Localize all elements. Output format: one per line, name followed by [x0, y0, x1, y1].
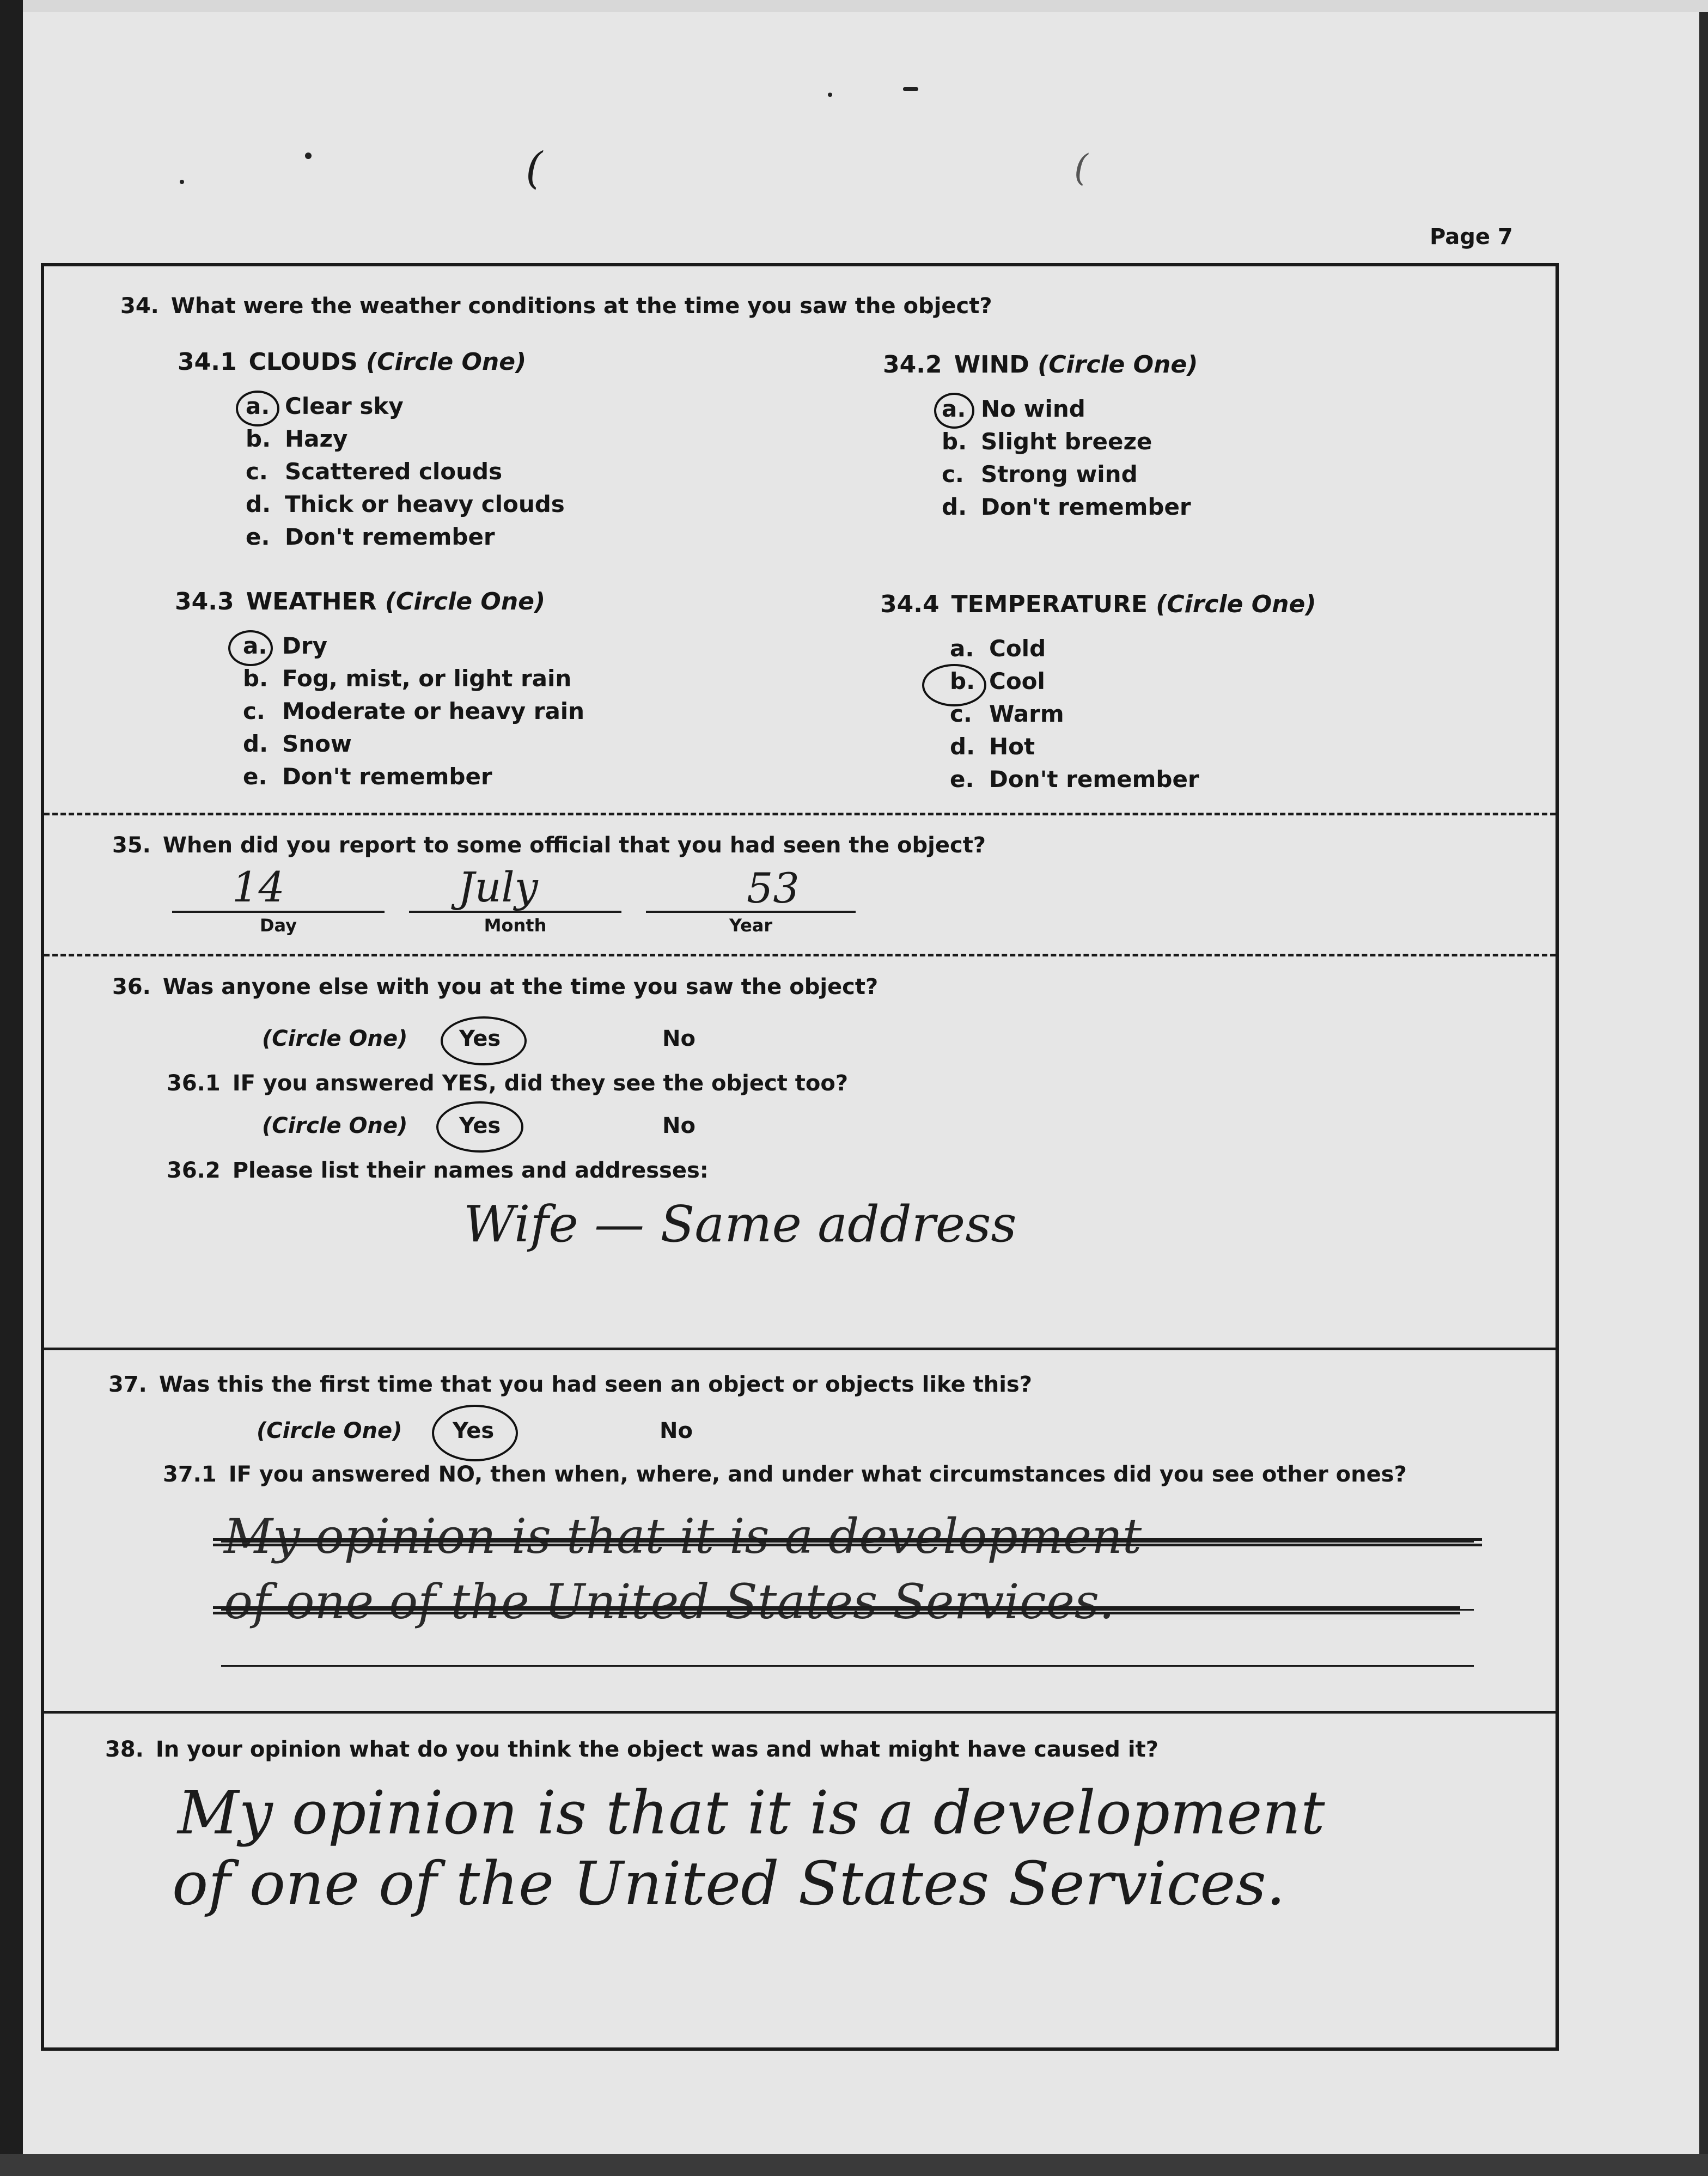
- subquestion-text: Please list their names and addresses:: [232, 1158, 709, 1183]
- circle-instruction: (Circle One): [366, 348, 527, 376]
- option-letter: c.: [942, 461, 964, 487]
- option-letter: e.: [243, 763, 267, 790]
- temperature-option-c[interactable]: [950, 700, 1064, 727]
- scan-edge-top: [0, 0, 1708, 12]
- circle-instruction: (Circle One): [262, 1026, 408, 1051]
- answer-no[interactable]: No: [662, 1026, 696, 1051]
- option-letter: a.: [942, 395, 966, 422]
- strike-through-line: [213, 1612, 1460, 1614]
- temperature-option-a[interactable]: [950, 635, 1046, 662]
- selection-circle: [236, 391, 279, 426]
- question-text: In your opinion what do you think the object was and what might have caused it?: [155, 1737, 1158, 1762]
- page-number: Page 7: [1430, 224, 1513, 249]
- weather-heading: [175, 588, 545, 615]
- subquestion-number: 34.4: [880, 590, 940, 618]
- option-letter: d.: [246, 491, 271, 517]
- option-label: Strong wind: [981, 461, 1138, 487]
- option-label: Warm: [989, 700, 1064, 727]
- answer-line: [221, 1541, 1474, 1543]
- opinion-answer-line-2[interactable]: of one of the United States Services.: [172, 1849, 1285, 1918]
- subquestion-title: WEATHER: [246, 588, 377, 615]
- option-label: Scattered clouds: [285, 458, 503, 485]
- option-label: Don't remember: [285, 523, 495, 550]
- subquestion-number: 37.1: [163, 1462, 217, 1487]
- option-label: Dry: [282, 632, 327, 659]
- option-label: Clear sky: [285, 393, 404, 419]
- question-35: [44, 814, 1555, 955]
- clouds-option-c[interactable]: [246, 458, 502, 485]
- subquestion-number: 36.2: [167, 1158, 221, 1183]
- report-month-value[interactable]: July: [458, 863, 538, 911]
- question-38-prompt: [105, 1737, 1158, 1762]
- option-label: No wind: [981, 395, 1085, 422]
- question-number: 37.: [108, 1372, 147, 1397]
- scan-edge-left: [0, 0, 23, 2176]
- question-38: [44, 1712, 1555, 2039]
- wind-option-d[interactable]: [942, 493, 1191, 520]
- option-letter: b.: [950, 668, 975, 694]
- crossed-out-answer-line-2: of one of the United States Services.: [224, 1574, 1115, 1630]
- question-34-prompt: [120, 294, 992, 319]
- circle-instruction: (Circle One): [257, 1418, 402, 1443]
- question-34: [44, 266, 1555, 811]
- answer-yes[interactable]: Yes: [453, 1418, 495, 1443]
- option-label: Hot: [989, 733, 1035, 760]
- option-letter: d.: [950, 733, 975, 760]
- selection-circle: [441, 1016, 527, 1065]
- weather-option-e[interactable]: [243, 763, 492, 790]
- option-label: Don't remember: [989, 766, 1199, 793]
- circle-instruction: (Circle One): [385, 588, 546, 615]
- subquestion-number: 34.3: [175, 588, 234, 615]
- option-letter: a.: [246, 393, 270, 419]
- clouds-heading: [178, 348, 526, 376]
- subquestion-number: 36.1: [167, 1071, 221, 1096]
- month-line: [409, 911, 621, 913]
- weather-option-d[interactable]: [243, 730, 352, 757]
- report-day-value[interactable]: 14: [232, 863, 285, 911]
- scan-speck: [180, 180, 184, 184]
- day-caption: Day: [259, 915, 297, 936]
- strike-through-line: [213, 1544, 1482, 1546]
- report-year-value[interactable]: 53: [747, 864, 800, 912]
- circle-instruction: (Circle One): [1038, 351, 1198, 379]
- option-label: Cold: [989, 635, 1046, 662]
- question-text: When did you report to some official that you had seen the object?: [162, 833, 986, 858]
- option-letter: c.: [246, 458, 268, 485]
- question-number: 36.: [112, 974, 151, 999]
- questionnaire-form: [41, 263, 1559, 2051]
- scan-speck: [828, 93, 832, 97]
- scan-speck: [903, 87, 918, 91]
- answer-no[interactable]: No: [662, 1113, 696, 1138]
- circle-instruction: (Circle One): [1156, 590, 1316, 618]
- opinion-answer-line-1[interactable]: My opinion is that it is a development: [178, 1778, 1325, 1848]
- question-35-prompt: [112, 833, 986, 858]
- question-37: [44, 1350, 1555, 1710]
- option-letter: c.: [243, 698, 265, 724]
- temperature-option-d[interactable]: [950, 733, 1035, 760]
- subquestion-title: TEMPERATURE: [951, 590, 1148, 618]
- clouds-option-d[interactable]: [246, 491, 565, 517]
- answer-yes[interactable]: Yes: [459, 1026, 501, 1051]
- answer-line: [221, 1609, 1474, 1611]
- question-number: 38.: [105, 1737, 144, 1762]
- scan-mark: (: [526, 143, 543, 193]
- answer-yes[interactable]: Yes: [459, 1113, 501, 1138]
- question-text: Was anyone else with you at the time you saw the object?: [162, 974, 879, 999]
- temperature-heading: [880, 590, 1316, 618]
- scan-speck: [305, 153, 312, 159]
- clouds-option-b[interactable]: [246, 425, 347, 452]
- option-label: Hazy: [285, 425, 348, 452]
- option-letter: b.: [246, 425, 271, 452]
- companion-names-answer[interactable]: Wife — Same address: [463, 1195, 1017, 1253]
- option-label: Thick or heavy clouds: [285, 491, 565, 517]
- month-caption: Month: [484, 915, 547, 936]
- option-letter: d.: [942, 493, 967, 520]
- circle-instruction: (Circle One): [262, 1113, 408, 1138]
- option-label: Don't remember: [282, 763, 492, 790]
- option-letter: d.: [243, 730, 269, 757]
- subquestion-number: 34.2: [883, 351, 942, 379]
- wind-option-c[interactable]: [942, 461, 1138, 487]
- option-label: Don't remember: [981, 493, 1191, 520]
- option-label: Snow: [282, 730, 352, 757]
- question-36-2-prompt: [167, 1158, 709, 1183]
- question-36: [44, 955, 1555, 1348]
- option-letter: e.: [246, 523, 270, 550]
- subquestion-text: IF you answered NO, then when, where, and under what circumstances did you see other ones?: [228, 1462, 1407, 1487]
- subquestion-title: CLOUDS: [248, 348, 358, 376]
- weather-option-c[interactable]: [243, 698, 584, 724]
- question-37-prompt: [108, 1372, 1032, 1397]
- option-letter: b.: [942, 428, 967, 455]
- selection-circle: [432, 1405, 518, 1461]
- selection-circle: [436, 1101, 523, 1153]
- option-letter: c.: [950, 700, 972, 727]
- scan-edge-bottom: [0, 2154, 1708, 2176]
- temperature-option-e[interactable]: [950, 766, 1199, 793]
- subquestion-title: WIND: [954, 351, 1029, 379]
- option-letter: a.: [950, 635, 974, 662]
- option-letter: a.: [243, 632, 267, 659]
- question-text: Was this the first time that you had seen an object or objects like this?: [158, 1372, 1032, 1397]
- subquestion-number: 34.1: [178, 348, 237, 376]
- option-letter: b.: [243, 665, 269, 692]
- selection-circle: [934, 393, 974, 429]
- selection-circle: [228, 630, 273, 666]
- crossed-out-answer-line-1: My opinion is that it is a development: [224, 1508, 1142, 1564]
- option-label: Fog, mist, or light rain: [282, 665, 572, 692]
- year-caption: Year: [729, 915, 773, 936]
- question-36-prompt: [112, 974, 878, 999]
- scan-mark: (: [1074, 147, 1088, 189]
- answer-no[interactable]: No: [660, 1418, 693, 1443]
- subquestion-text: IF you answered YES, did they see the object too?: [232, 1071, 849, 1096]
- day-line: [172, 911, 385, 913]
- clouds-option-e[interactable]: [246, 523, 495, 550]
- wind-heading: [883, 351, 1198, 379]
- wind-option-b[interactable]: [942, 428, 1152, 455]
- question-number: 34.: [120, 294, 159, 319]
- option-label: Slight breeze: [981, 428, 1152, 455]
- option-label: Moderate or heavy rain: [282, 698, 585, 724]
- question-text: What were the weather conditions at the time you saw the object?: [170, 294, 992, 319]
- weather-option-b[interactable]: [243, 665, 571, 692]
- year-line: [646, 911, 856, 913]
- answer-line: [221, 1665, 1474, 1667]
- question-37-1-prompt: [163, 1462, 1407, 1487]
- option-letter: e.: [950, 766, 974, 793]
- option-label: Cool: [989, 668, 1045, 694]
- question-36-1-prompt: [167, 1071, 848, 1096]
- question-number: 35.: [112, 833, 151, 858]
